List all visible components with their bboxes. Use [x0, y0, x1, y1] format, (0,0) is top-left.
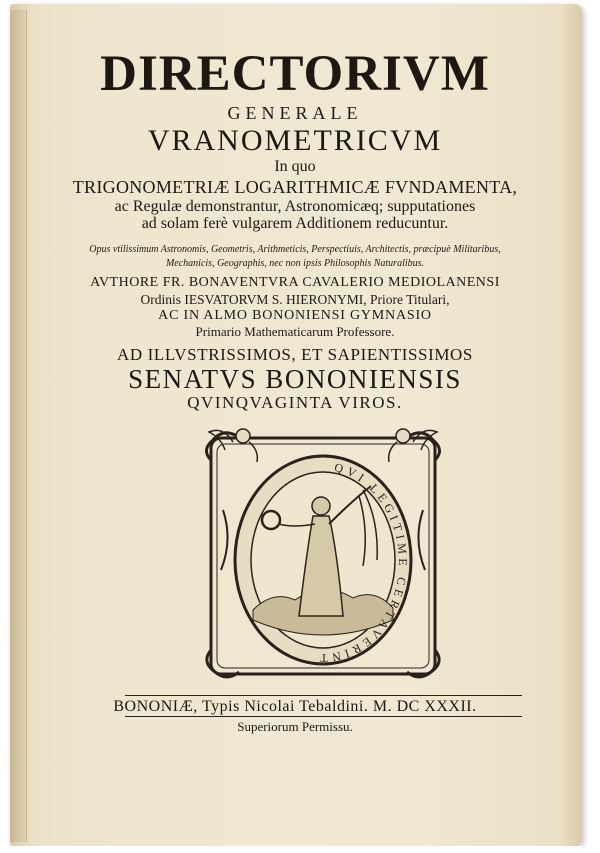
dedication-line-1: AD ILLVSTRISSIMOS, ET SAPIENTISSIMOS — [117, 345, 473, 364]
imprint-line: BONONIÆ, Typis Nicolai Tebaldini. M. DC XXXII. — [113, 698, 477, 715]
title-line-1: TRIGONOMETRIÆ LOGARITHMICÆ FVNDAMENTA, — [72, 177, 518, 197]
page-title: DIRECTORIVM — [100, 46, 490, 102]
permission-line: Superiorum Permissu. — [237, 719, 353, 734]
author-line-4: Primario Mathematicarum Professore. — [195, 324, 395, 339]
printers-device-vignette — [203, 420, 443, 688]
title-line-3: ad solam ferè vulgarem Additionem reducuntur. — [141, 215, 449, 232]
title-line-2: ac Regulæ demonstrantur, Astronomicæq; supputationes — [114, 198, 476, 215]
author-line-3: AC IN ALMO BONONIENSI GYMNASIO — [158, 308, 432, 323]
author-line-2: Ordinis IESVATORVM S. HIERONYMI, Priore Titulari, — [140, 292, 450, 307]
small-text-1: Opus vtilissimum Astronomis, Geometris, Arithmeticis, Perspectiuis, Architectis, præcipuè Militaribus, — [89, 244, 501, 255]
dedication-line-2: SENATVS BONONIENSIS — [128, 364, 462, 394]
page-footer-space — [10, 846, 582, 853]
subtitle-uranometricum: VRANOMETRICVM — [147, 124, 443, 157]
vignette-motto: QVI LEGITIME CERTAVERINT — [316, 459, 411, 666]
imprint-rule-top — [125, 695, 522, 696]
small-text-2: Mechanicis, Geographis, nec non ipsis Philosophis Naturalibus. — [165, 258, 425, 269]
subtitle-generale: GENERALE — [227, 103, 363, 123]
imprint-rule-bottom — [125, 716, 522, 717]
author-line-1: AVTHORE FR. BONAVENTVRA CAVALERIO MEDIOLANENSI — [90, 275, 500, 290]
dedication-line-3: QVINQVAGINTA VIROS. — [187, 393, 403, 412]
book-spine — [10, 10, 27, 842]
in-quo-line: In quo — [274, 158, 316, 175]
